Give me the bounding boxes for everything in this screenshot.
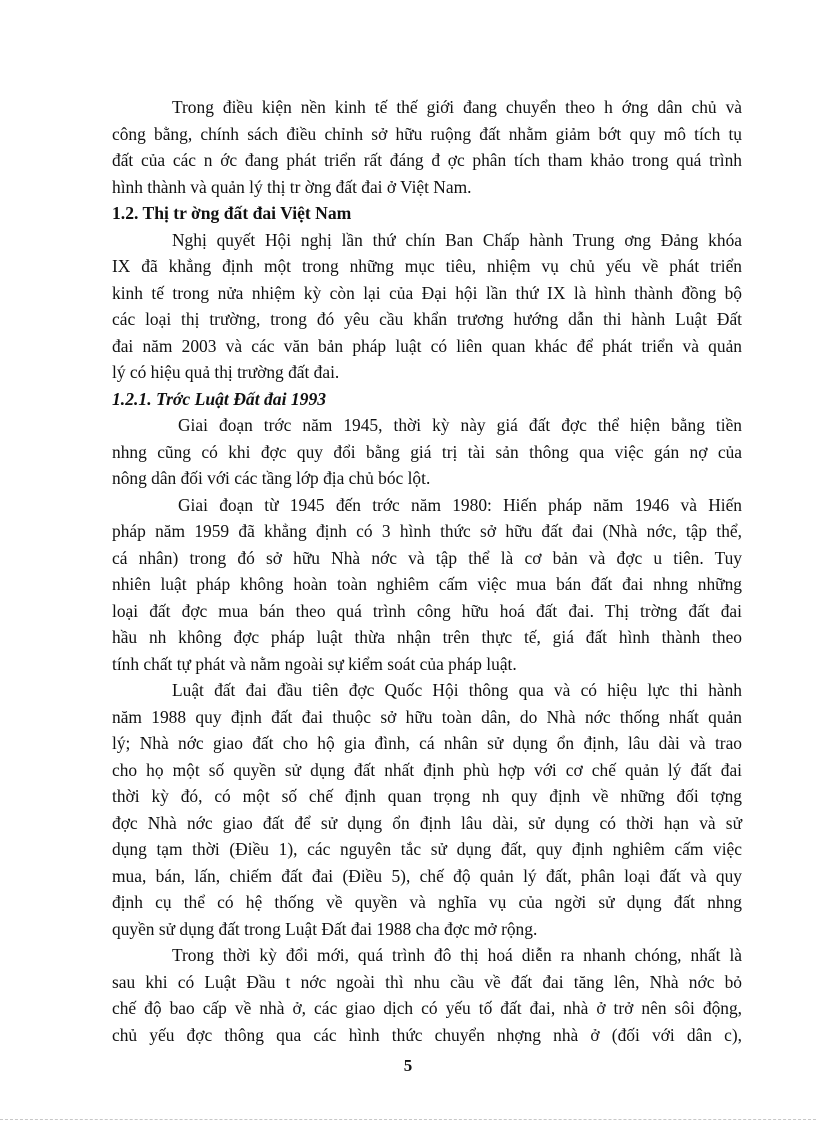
page-bottom-divider — [0, 1119, 816, 1120]
text-line: đợc Nhà nớc giao đất để sử dụng ổn định lâu dài, sử dụng có thời hạn và sử — [112, 812, 742, 833]
page-number: 5 — [403, 1056, 413, 1075]
text-line: Trong thời kỳ đổi mới, quá trình đô thị hoá diễn ra nhanh chóng, nhất là — [172, 945, 742, 965]
text-line: chế độ bao cấp về nhà ở, các giao dịch có yếu tố đất đai, nhà ở trở nên sôi động, — [112, 998, 742, 1018]
text-line: các loại thị trường, trong đó yêu cầu khẩn trương hướng dẫn thi hành Luật Đất — [112, 309, 742, 329]
text-line: IX đã khẳng định một trong những mục tiêu, nhiệm vụ chủ yếu về phát triển — [112, 256, 742, 276]
text-line: lý; Nhà nớc giao đất cho hộ gia đình, cá nhân sử dụng ổn định, lâu dài và trao — [112, 733, 742, 753]
page-body — [112, 94, 742, 1048]
text-line: cho họ một số quyền sử dụng đất nhất định phù hợp với cơ chế quản lý đất đai — [112, 759, 742, 780]
text-line: cá nhân) trong đó sở hữu Nhà nớc và tập thể là cơ bản và đợc u tiên. Tuy — [112, 547, 742, 568]
text-line: hầu nh không đợc pháp luật thừa nhận trên thực tế, giá đất hình thành theo — [112, 627, 742, 647]
text-line: công bằng, chính sách điều chỉnh sở hữu ruộng đất nhằm giảm bớt quy mô tích tụ — [112, 123, 742, 144]
section-heading-1-2: 1.2. Thị tr ờng đất đai Việt Nam — [112, 203, 352, 223]
text-line: định cụ thể có hệ thống về quyền và nghĩa vụ của ngời sử dụng đất nhng — [112, 892, 742, 912]
text-line: loại đất đợc mua bán theo quá trình công hữu hoá đất đai. Thị trờng đất đai — [112, 600, 742, 621]
paragraph-resolution — [112, 227, 742, 386]
text-line: Nghị quyết Hội nghị lần thứ chín Ban Chấp hành Trung ơng Đảng khóa — [172, 229, 742, 250]
text-line: năm 1988 quy định đất đai thuộc sở hữu toàn dân, do Nhà nớc thống nhất quản — [112, 706, 742, 727]
text-line: Giai đoạn trớc năm 1945, thời kỳ này giá đất đợc thể hiện bằng tiền — [178, 415, 742, 435]
text-line: đai năm 2003 và các văn bản pháp luật có liên quan khác để phát triển và quản — [112, 335, 742, 356]
text-line: chủ yếu đợc thông qua các hình thức chuyển nhợng nhà ở (đối với dân c), — [112, 1024, 742, 1045]
text-line: sau khi có Luật Đầu t nớc ngoài thì nhu cầu về đất đai tăng lên, Nhà nớc bỏ — [112, 971, 742, 992]
text-line: mua, bán, lấn, chiếm đất đai (Điều 5), chế độ quản lý đất, phân loại đất và quy — [112, 865, 742, 886]
text-line: pháp năm 1959 đã khẳng định có 3 hình thức sở hữu đất đai (Nhà nớc, tập thể, — [112, 521, 742, 541]
paragraph-doi-moi — [112, 942, 742, 1048]
section-heading-1-2-1: 1.2.1. Trớc Luật Đất đai 1993 — [112, 388, 327, 409]
text-line: hình thành và quản lý thị tr ờng đất đai ở Việt Nam. — [112, 176, 472, 197]
text-line: nhiên luật pháp không hoàn toàn nghiêm cấm việc mua bán đất đai nhng những — [112, 574, 742, 594]
text-line: tính chất tự phát và nằm ngoài sự kiểm soát của pháp luật. — [112, 653, 517, 674]
text-line: Trong điều kiện nền kinh tế thế giới đang chuyển theo h ớng dân chủ và — [172, 97, 742, 117]
paragraph-intro — [112, 94, 742, 200]
text-line: lý có hiệu quả thị trường đất đai. — [112, 362, 340, 382]
text-line: thời kỳ đó, có một số chế định quan trọng nh quy định về những đối tợng — [112, 786, 742, 806]
text-line: Giai đoạn từ 1945 đến trớc năm 1980: Hiến pháp năm 1946 và Hiến — [178, 494, 742, 515]
text-line: quyền sử dụng đất trong Luật Đất đai 1988 cha đợc mở rộng. — [112, 918, 538, 939]
paragraph-before-1945 — [112, 412, 742, 492]
text-line: nhng cũng có khi đợc quy đổi bằng giá trị tài sản thông qua việc gán nợ của — [112, 441, 742, 462]
text-line: kinh tế trong nửa nhiệm kỳ còn lại của Đại hội lần thứ IX là hình thành đồng bộ — [112, 282, 742, 303]
paragraph-1945-1980 — [112, 492, 742, 678]
text-line: đất của các n ớc đang phát triển rất đáng đ ợc phân tích tham khảo trong quá trình — [112, 150, 742, 170]
paragraph-law-1988 — [112, 677, 742, 942]
text-line: Luật đất đai đầu tiên đợc Quốc Hội thông qua và có hiệu lực thi hành — [172, 680, 742, 700]
text-line: nông dân đối với các tầng lớp địa chủ bóc lột. — [112, 468, 431, 488]
text-line: dụng tạm thời (Điều 1), các nguyên tắc sử dụng đất, quy định nghiêm cấm việc — [112, 839, 742, 859]
